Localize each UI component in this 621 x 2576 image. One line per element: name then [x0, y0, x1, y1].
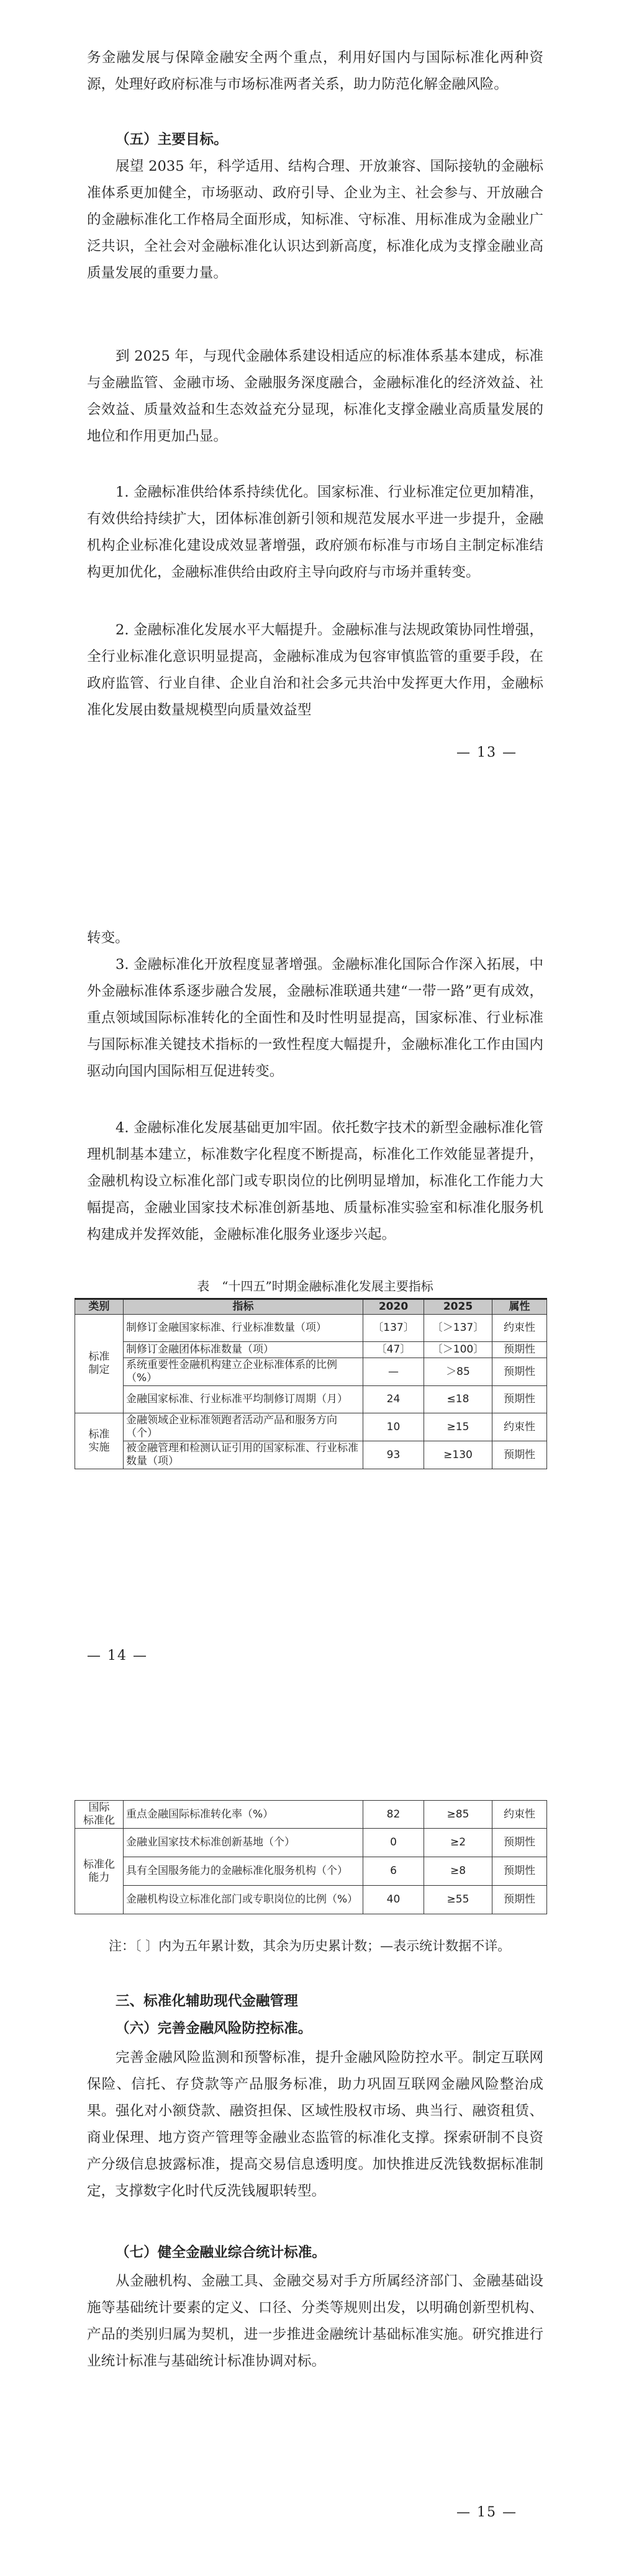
- page-14: [0, 857, 621, 1713]
- page-number: — 15 —: [456, 2505, 517, 2520]
- paragraph: 1. 金融标准供给体系持续优化。国家标准、行业标准定位更加精准，有效供给持续扩大，团体标准创新引领和规范发展水平进一步提升，金融机构企业标准化建设成效显著增强，政府颁布标准与市场自主制定标准结构更加优化，金融标准供给由政府主导向政府与市场并重转变。: [87, 484, 543, 580]
- table-row: [75, 1441, 547, 1469]
- table-row: [75, 1801, 547, 1829]
- indicator-cell: 重点金融国际标准转化率（%）: [124, 1801, 363, 1829]
- value-2025-cell: ＞85: [424, 1358, 492, 1386]
- attribute-cell: 预期性: [492, 1886, 547, 1914]
- indicator-cell: 金融业国家技术标准创新基地（个）: [124, 1829, 363, 1857]
- paragraph: 转变。: [87, 930, 129, 946]
- value-2020-cell: 〔137〕: [363, 1315, 424, 1342]
- indicator-cell: 具有全国服务能力的金融标准化服务机构（个）: [124, 1857, 363, 1886]
- page-15: [0, 1713, 621, 2576]
- category-cell: 标准 实施: [75, 1413, 124, 1469]
- paragraph: 到 2025 年，与现代金融体系建设相适应的标准体系基本建成，标准与金融监管、金融市场、金融服务深度融合，金融标准化的经济效益、社会效益、质量效益和生态效益充分显现，标准化支撑金融业高质量发展的地位和作用更加凸显。: [87, 348, 543, 444]
- attribute-cell: 预期性: [492, 1342, 547, 1358]
- value-2025-cell: ≥85: [424, 1801, 492, 1829]
- indicator-cell: 金融国家标准、行业标准平均制修订周期（月）: [124, 1386, 363, 1413]
- page-13: [0, 0, 621, 857]
- header-indicator: 指标: [124, 1299, 363, 1315]
- header-2025: 2025: [424, 1299, 492, 1315]
- paragraph: 2. 金融标准化发展水平大幅提升。金融标准与法规政策协同性增强，全行业标准化意识明显提高，金融标准成为包容审慎监管的重要手段，在政府监管、行业自律、企业自治和社会多元共治中发挥更大作用，金融标准化发展由数量规模型向质量效益型: [87, 622, 543, 718]
- indicator-cell: 金融领域企业标准领跑者活动产品和服务方向（个）: [124, 1413, 363, 1441]
- value-2020-cell: 〔47〕: [363, 1342, 424, 1358]
- attribute-cell: 约束性: [492, 1413, 547, 1441]
- indicator-cell: 被金融管理和检测认证引用的国家标准、行业标准数量（项）: [124, 1441, 363, 1469]
- paragraph: 务金融发展与保障金融安全两个重点，利用好国内与国际标准化两种资源，处理好政府标准与市场标准两者关系，助力防范化解金融风险。: [87, 50, 543, 92]
- page-number: — 14 —: [87, 1648, 148, 1664]
- indicators-table-continued: [75, 1800, 547, 1914]
- value-2020-cell: 82: [363, 1801, 424, 1829]
- table-row: [75, 1342, 547, 1358]
- paragraph: 4. 金融标准化发展基础更加牢固。依托数字技术的新型金融标准化管理机制基本建立，标准数字化程度不断提高，标准化工作效能显著提升，金融机构设立标准化部门或专职岗位的比例明显增加，标准化工作能力大幅提高，金融业国家技术标准创新基地、质量标准实验室和标准化服务机构建成并发挥效能，金融标准化服务业逐步兴起。: [87, 1120, 543, 1243]
- value-2025-cell: 〔＞100〕: [424, 1342, 492, 1358]
- paragraph: 完善金融风险监测和预警标准，提升金融风险防控水平。制定互联网保险、信托、存贷款等产品服务标准，助力巩固互联网金融风险整治成果。强化对小额贷款、融资担保、区域性股权市场、典当行、融资租赁、商业保理、地方资产管理等金融业态监管的标准化支撑。探索研制不良资产分级信息披露标准，提高交易信息透明度。加快推进反洗钱数据标准制定，支撑数字化时代反洗钱履职转型。: [87, 2050, 543, 2199]
- table-note: 注：〔 〕内为五年累计数，其余为历史累计数；—表示统计数据不详。: [109, 1939, 511, 1953]
- table-row: [75, 1358, 547, 1386]
- value-2025-cell: ≥8: [424, 1857, 492, 1886]
- table-header-row: [75, 1299, 547, 1315]
- value-2020-cell: 6: [363, 1857, 424, 1886]
- header-attribute: 属性: [492, 1299, 547, 1315]
- indicator-cell: 系统重要性金融机构建立企业标准体系的比例（%）: [124, 1358, 363, 1386]
- value-2020-cell: —: [363, 1358, 424, 1386]
- header-category: 类别: [75, 1299, 124, 1315]
- attribute-cell: 预期性: [492, 1386, 547, 1413]
- table-row: [75, 1413, 547, 1441]
- attribute-cell: 约束性: [492, 1801, 547, 1829]
- value-2025-cell: 〔＞137〕: [424, 1315, 492, 1342]
- attribute-cell: 预期性: [492, 1829, 547, 1857]
- value-2025-cell: ≥130: [424, 1441, 492, 1469]
- value-2020-cell: 10: [363, 1413, 424, 1441]
- indicator-cell: 制修订金融团体标准数量（项）: [124, 1342, 363, 1358]
- value-2025-cell: ≥2: [424, 1829, 492, 1857]
- section-heading-3: 三、标准化辅助现代金融管理: [116, 1993, 298, 2009]
- category-cell: 标准 制定: [75, 1315, 124, 1413]
- paragraph: 从金融机构、金融工具、金融交易对手方所属经济部门、金融基础设施等基础统计要素的定义、口径、分类等规则出发，以明确创新型机构、产品的类别归属为契机，进一步推进金融统计基础标准实施。研究推进行业统计标准与基础统计标准协调对标。: [87, 2273, 543, 2369]
- table-row: [75, 1386, 547, 1413]
- indicator-cell: 金融机构设立标准化部门或专职岗位的比例（%）: [124, 1886, 363, 1914]
- section-heading-7: （七）健全金融业综合统计标准。: [116, 2245, 326, 2261]
- paragraph: 展望 2035 年，科学适用、结构合理、开放兼容、国际接轨的金融标准体系更加健全，市场驱动、政府引导、企业为主、社会参与、开放融合的金融标准化工作格局全面形成，知标准、守标准、用标准成为金融业广泛共识，全社会对金融标准化认识达到新高度，标准化成为支撑金融业高质量发展的重要力量。: [87, 158, 543, 281]
- section-heading-6: （六）完善金融风险防控标准。: [116, 2020, 312, 2037]
- header-2020: 2020: [363, 1299, 424, 1315]
- attribute-cell: 预期性: [492, 1857, 547, 1886]
- value-2025-cell: ≥55: [424, 1886, 492, 1914]
- table-row: [75, 1857, 547, 1886]
- indicators-table: [75, 1298, 547, 1469]
- table-row: [75, 1315, 547, 1342]
- value-2020-cell: 24: [363, 1386, 424, 1413]
- table-row: [75, 1886, 547, 1914]
- table-caption: 表 “十四五”时期金融标准化发展主要指标: [197, 1279, 433, 1294]
- page-number: — 13 —: [456, 745, 517, 760]
- attribute-cell: 约束性: [492, 1315, 547, 1342]
- section-heading-5: （五）主要目标。: [116, 132, 228, 148]
- value-2025-cell: ≥15: [424, 1413, 492, 1441]
- value-2020-cell: 93: [363, 1441, 424, 1469]
- value-2025-cell: ≤18: [424, 1386, 492, 1413]
- value-2020-cell: 40: [363, 1886, 424, 1914]
- value-2020-cell: 0: [363, 1829, 424, 1857]
- attribute-cell: 预期性: [492, 1358, 547, 1386]
- category-cell: 国际 标准化: [75, 1801, 124, 1829]
- category-cell: 标准化 能力: [75, 1829, 124, 1914]
- attribute-cell: 预期性: [492, 1441, 547, 1469]
- paragraph: 3. 金融标准化开放程度显著增强。金融标准化国际合作深入拓展，中外金融标准体系逐步融合发展，金融标准联通共建“一带一路”更有成效，重点领域国际标准转化的全面性和及时性明显提高，国家标准、行业标准与国际标准关键技术指标的一致性程度大幅提升，金融标准化工作由国内驱动向国内国际相互促进转变。: [87, 957, 543, 1079]
- indicator-cell: 制修订金融国家标准、行业标准数量（项）: [124, 1315, 363, 1342]
- table-row: [75, 1829, 547, 1857]
